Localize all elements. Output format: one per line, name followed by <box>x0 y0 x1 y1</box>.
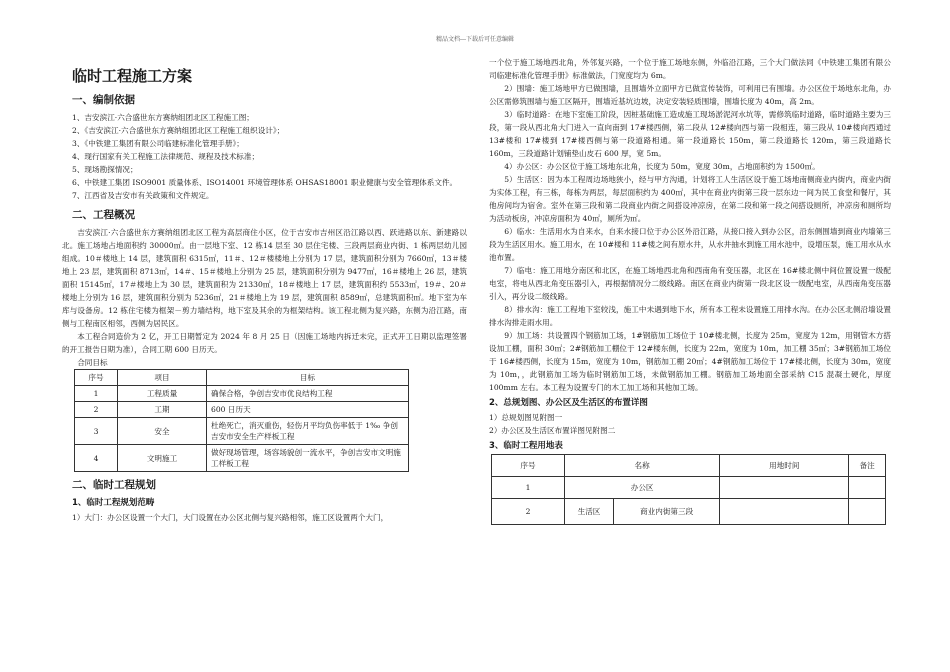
table-cell: 商业内街第三段 <box>614 499 720 525</box>
contract-goals-table <box>74 369 409 472</box>
table-cell: 工期 <box>118 402 207 418</box>
table-cell: 1 <box>75 386 118 402</box>
table-cell: 办公区 <box>565 477 720 499</box>
subsection-heading-layout: 2、总规划图、办公区及生活区的布置详图 <box>489 398 648 408</box>
table-cell: 3 <box>75 418 118 445</box>
table-cell: 2 <box>75 402 118 418</box>
page-title: 临时工程施工方案 <box>72 67 193 85</box>
table-row <box>75 386 409 402</box>
layout-item: 2）办公区及生活区布置详图见附图二 <box>489 426 616 435</box>
land-use-table <box>491 454 886 525</box>
table-row <box>75 445 409 472</box>
plan-item-workshop: 9）加工场：共设置四个钢筋加工场，1#钢筋加工场位于 10#楼北侧，长度为 25m，宽度为 12m，用钢管木方搭设加工棚，面积 30㎡；2#钢筋加工棚位于 12#楼东侧，长度为 22m，宽度为 10m，加工棚 35㎡；3#钢筋加工场位于 16#楼西侧，长度为 15m，宽度为 10m，钢筋加工棚 20㎡；4#钢筋加工场位于 17#楼北侧，长度为 30m，宽度为 10m，，此钢筋加工场为临时钢筋加工场，未做钢筋加工棚。钢筋加工场地面全部采纳 C15 混凝土硬化，厚度 100mm 左右。本工程为设置专门的木工加工场和其他加工场。 <box>489 331 891 392</box>
table-cell: 做好现场管理，场容场貌创一流水平，争创吉安市文明施工样板工程 <box>207 445 409 472</box>
contract-paragraph: 本工程合同造价为 2 亿，开工日期暂定为 2024 年 8 月 25 日（因施工场地内拆迁未完，正式开工日期以监理签署的开工报告日期为准），合同工期 600 日历天。 <box>62 332 467 354</box>
table-cell <box>849 477 886 499</box>
table-header-cell: 名称 <box>565 455 720 477</box>
left-column <box>62 46 467 524</box>
table-cell <box>720 477 849 499</box>
table-header-cell: 目标 <box>207 370 409 386</box>
plan-item-water: 6）临水：生活用水为自来水，自来水接口位于办公区外沿江路，从接口接入到办公区，沿东侧围墙到商业内墙第三段为生活区用水。施工用水，在 10#楼和 11#楼之间有原水井，从水井抽水到施工用水池中，设增压泵，施工用水从水池布置。 <box>489 227 891 262</box>
gate-continuation-text: 一个位于施工场地西北角，外邻复兴路，一个位于施工场地东侧，外临沿江路，三个大门做法同《中铁建工集团有限公司临建标准化管理手册》标准做法，门宽度均为 6m。 <box>489 58 891 80</box>
basis-item: 1、吉安滨江·六合盛世东方赛纳组团北区工程施工图； <box>72 113 254 122</box>
plan-item-wall: 2）围墙：施工场地甲方已做围墙，且围墙外立面甲方已做宣传装饰，可利用已有围墙。办公区位于场地东北角，办公区需修筑围墙与施工区隔开，围墙近基坑边坡，决定安装轻质围墙，围墙长度为 40m，高 2m。 <box>489 84 891 106</box>
table-header-cell: 序号 <box>75 370 118 386</box>
basis-item: 3、《中铁建工集团有限公司临建标准化管理手册》； <box>72 139 244 148</box>
plan-item-office: 4）办公区：办公区位于施工场地东北角，长度为 50m，宽度 30m，占地面积约为 1500㎡。 <box>504 162 820 171</box>
plan-item-gate-continued <box>489 56 891 82</box>
table-cell: 4 <box>75 445 118 472</box>
table-cell: 安全 <box>118 418 207 445</box>
table-cell: 1 <box>492 477 565 499</box>
section-heading-overview: 二、工程概况 <box>72 209 135 221</box>
basis-item: 5、现场勘探情况； <box>72 165 138 174</box>
plan-item-power: 7）临电：施工用地分南区和北区，在施工场地西北角和西南角有变压器，北区在 16#楼北侧中间位置设置一级配电室，将电从西北角变压器引入，再根据情况分二级线路。南区在商业内街第一段北区设一级配电室，从西南角变压器引入，再分设二级线路。 <box>489 266 891 301</box>
plan-item-drainage: 8）排水沟：施工工程地下室较浅，施工中未遇到地下水，所有本工程未设置施工用排水沟。在办公区北侧沿墙设置排水沟排走雨水用。 <box>489 305 891 327</box>
plan-item-living: 5）生活区：因为本工程周边场地狭小，经与甲方沟通，计划将工人生活区设于施工场地南侧商业内街内，商业内街为实体工程，有三栋，每栋为两层，每层面积约为 400㎡，其中在商业内街第三段一层东边一间为民工食堂和餐厅，其他房间均为宿舍。室外在第三段和第二段商业内街之间搭设冲凉房，在第二段和第一段之间搭设厕所，冲凉房和厕所均为活动板房，冲凉房面积为 40㎡，厕所为㎡。 <box>489 175 891 223</box>
plan-item-road: 3）临时道路：在地下室施工阶段，因桩基础施工造成施工现场淤泥河水坑等，需修筑临时道路，临时道路主要为三段，第一段从西北角大门进入一直向南到 17#楼西侧，第二段从 12#楼向西与第一段相连，第三段从 10#楼向西通过 13#楼和 17#楼到 17#楼西侧与第一段道路相通。第一段道路长 150m，第二段道路长 120m，第三段道路长 160m，三段道路计划铺垫山皮石 600 厚，宽 5m。 <box>489 110 891 158</box>
table-cell: 确保合格，争创吉安市优良结构工程 <box>207 386 409 402</box>
table-cell: 文明施工 <box>118 445 207 472</box>
table-header-cell: 备注 <box>849 455 886 477</box>
section-heading-basis: 一、编制依据 <box>72 94 135 106</box>
basis-item: 4、现行国家有关工程施工法律规范、规程及技术标准； <box>72 152 260 161</box>
table-cell: 杜绝死亡，消灭重伤，轻伤月平均负伤率低于 1‰ 争创吉安市安全生产样板工程 <box>207 418 409 445</box>
table-header-cell: 序号 <box>492 455 565 477</box>
table-row <box>75 402 409 418</box>
table-header-row <box>492 455 886 477</box>
basis-item: 6、中铁建工集团 ISO9001 质量体系、ISO14001 环境管理体系 OHSAS18001 职业健康与安全管理体系文件。 <box>72 178 458 187</box>
table-row <box>492 499 886 525</box>
table-cell: 2 <box>492 499 565 525</box>
table-cell <box>849 499 886 525</box>
subsection-heading-scope: 1、临时工程规划范畴 <box>72 498 155 508</box>
basis-item: 2、《吉安滨江·六合盛世东方赛纳组团北区工程施工组织设计》； <box>72 126 285 135</box>
basis-item: 7、江西省及吉安市有关政策和文件规定。 <box>72 191 214 200</box>
table-header-row <box>75 370 409 386</box>
overview-paragraph: 吉安滨江·六合盛世东方赛纳组团北区工程为高层商住小区，位于吉安市吉州区沿江路以西、跃进路以东、新建路以北。施工场地占地面积约 30000㎡。由一层地下室、12 栋14 层至 30 层住宅楼、三段两层商业内街、1 栋两层幼儿园组成。10＃楼地上 14 层，建筑面积 6315㎡，11＃、12＃楼楼地上分别为 17 层，建筑面积分别为 7660㎡，13＃楼地上 23 层，建筑面积 8713㎡，14＃、15＃楼地上分别为 25 层，建筑面积分别为 9477㎡，16＃楼地上 26 层，建筑面积 15145㎡，17＃楼地上为 30 层，建筑面积为 21330㎡，18＃楼地上 17 层，建筑面积约 5533㎡，19＃、20＃楼地上分别为 16 层，建筑面积分别为 5236㎡，21＃楼地上为 19 层，建筑面积 8589㎡，总建筑面积㎡。地下室为车库与设备房。12 栋住宅楼为框架－剪力墙结构，地下室及其余的为框架结构。该工程北侧为复兴路，东侧为沿江路，南侧与工程南区相邻，西侧为居民区。 <box>62 228 467 328</box>
table-header-cell: 用地时间 <box>720 455 849 477</box>
table-cell: 生活区 <box>565 499 614 525</box>
right-column <box>489 56 891 525</box>
table-cell <box>720 499 849 525</box>
page-header: 精品文档---下载后可任意编辑 <box>435 36 515 43</box>
table-row <box>492 477 886 499</box>
table-cell: 600 日历天 <box>207 402 409 418</box>
section-heading-planning: 二、临时工程规划 <box>72 479 156 491</box>
table-caption: 合同目标 <box>77 358 108 367</box>
table-header-cell: 项目 <box>118 370 207 386</box>
table-row <box>75 418 409 445</box>
plan-item-gate: 1）大门：办公区设置一个大门，大门设置在办公区北侧与复兴路相邻，施工区设置两个大门， <box>72 513 389 522</box>
subsection-heading-land: 3、临时工程用地表 <box>489 441 563 451</box>
table-cell: 工程质量 <box>118 386 207 402</box>
layout-item: 1）总规划图见附图一 <box>489 413 563 422</box>
